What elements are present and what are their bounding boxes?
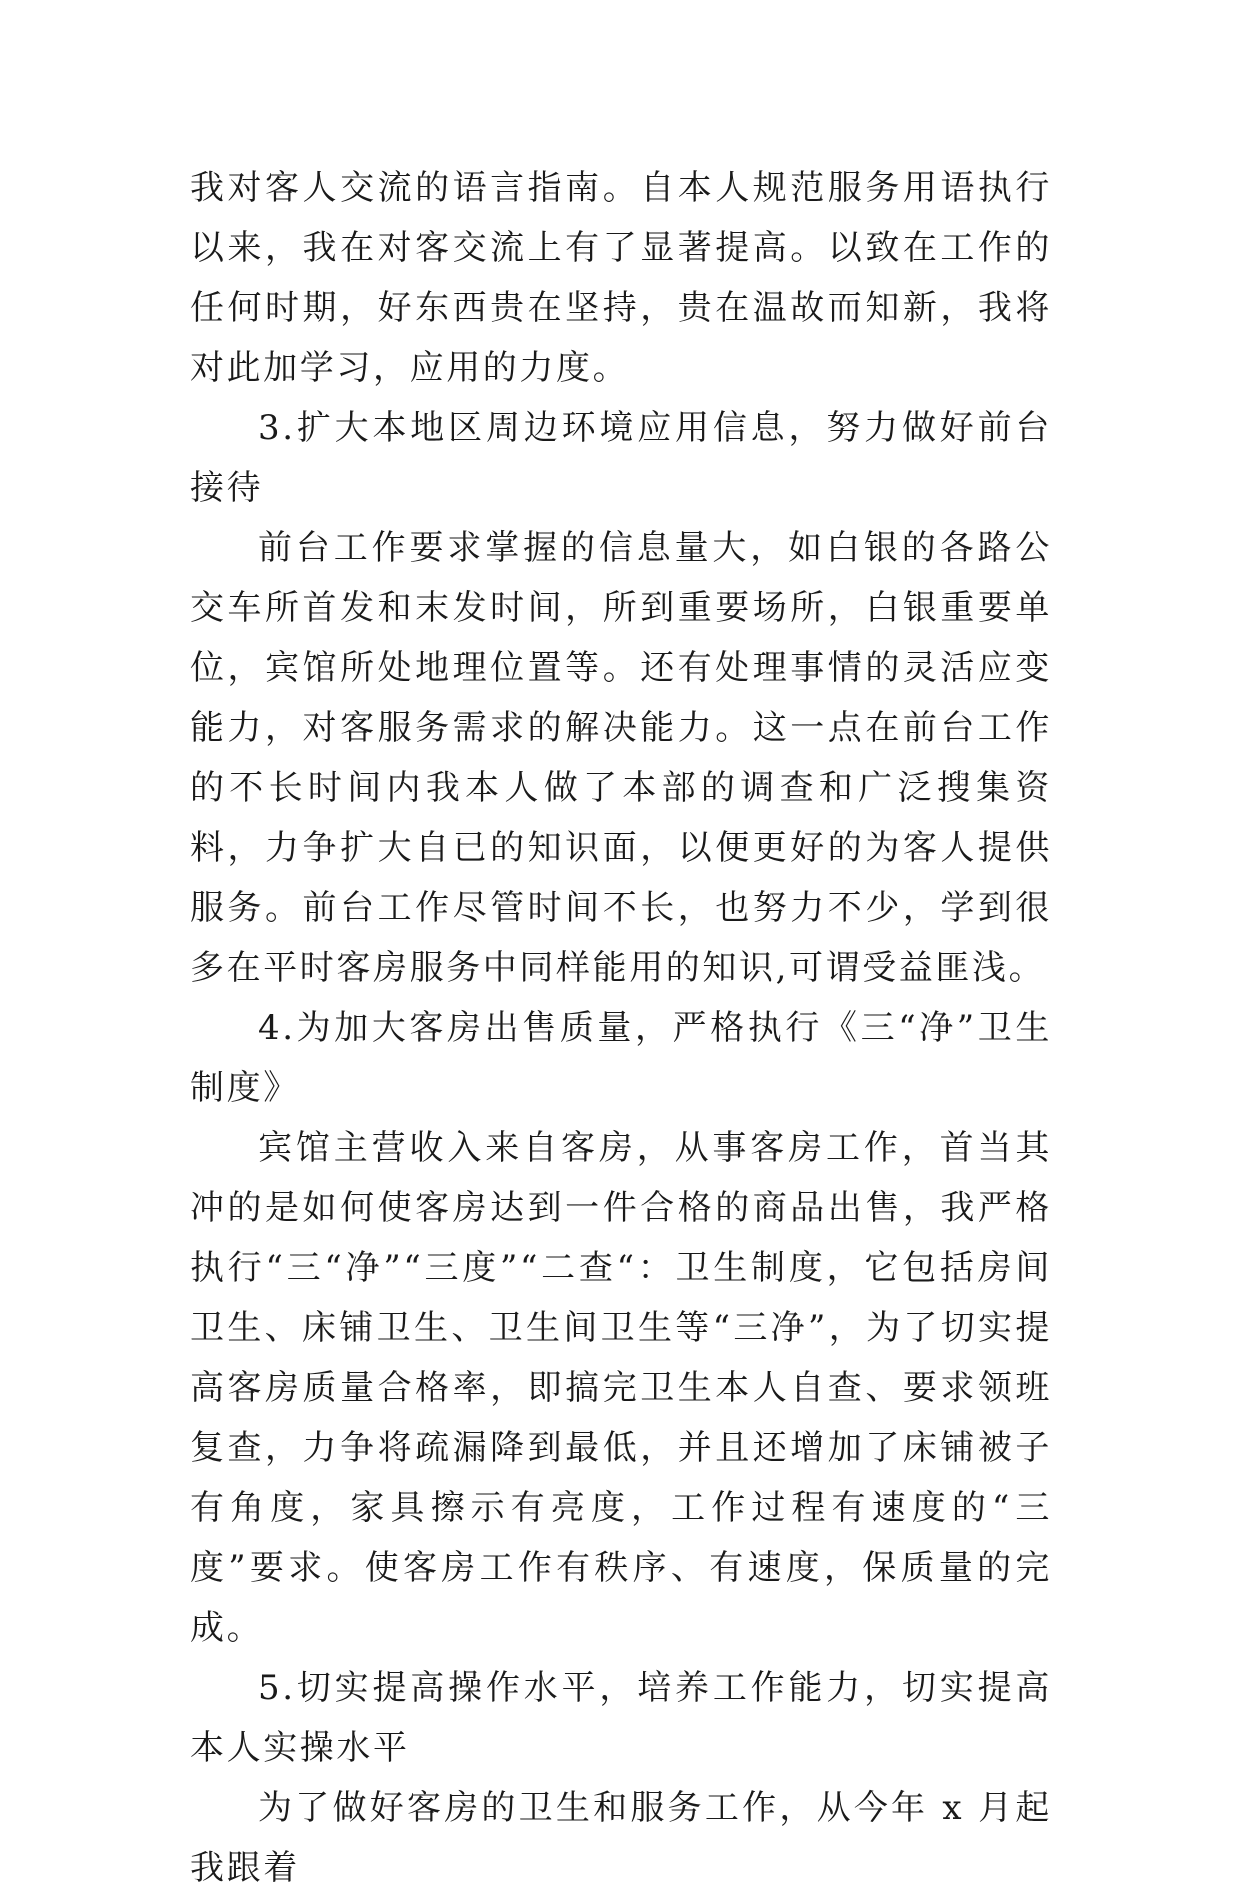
heading-item-5: 5.切实提高操作水平，培养工作能力，切实提高本人实操水平: [190, 1668, 1052, 1768]
paragraph-1: 我对客人交流的语言指南。自本人规范服务用语执行以来，我在对客交流上有了显著提高。以致在工作的任何时期，好东西贵在坚持，贵在温故而知新，我将对此加学习，应用的力度。: [190, 168, 1052, 388]
paragraph-2: 前台工作要求掌握的信息量大，如白银的各路公交车所首发和末发时间，所到重要场所，白银重要单位，宾馆所处地理位置等。还有处理事情的灵活应变能力，对客服务需求的解决能力。这一点在前台工作的不长时间内我本人做了本部的调查和广泛搜集资料，力争扩大自已的知识面，以便更好的为客人提供服务。前台工作尽管时间不长，也努力不少，学到很多在平时客房服务中同样能用的知识,可谓受益匪浅。: [190, 528, 1052, 988]
heading-item-4: 4.为加大客房出售质量，严格执行《三“净”卫生制度》: [190, 1008, 1052, 1108]
paragraph-4: 为了做好客房的卫生和服务工作，从今年 x 月起我跟着: [190, 1788, 1052, 1888]
heading-item-3: 3.扩大本地区周边环境应用信息，努力做好前台接待: [190, 408, 1052, 508]
document-body: [190, 158, 1052, 1898]
paragraph-3: 宾馆主营收入来自客房，从事客房工作，首当其冲的是如何使客房达到一件合格的商品出售，我严格执行“三“净”“三度”“二查“：卫生制度，它包括房间卫生、床铺卫生、卫生间卫生等“三净”，为了切实提高客房质量合格率，即搞完卫生本人自查、要求领班复查，力争将疏漏降到最低，并且还增加了床铺被子有角度，家具擦示有亮度，工作过程有速度的“三度”要求。使客房工作有秩序、有速度，保质量的完成。: [190, 1128, 1052, 1648]
